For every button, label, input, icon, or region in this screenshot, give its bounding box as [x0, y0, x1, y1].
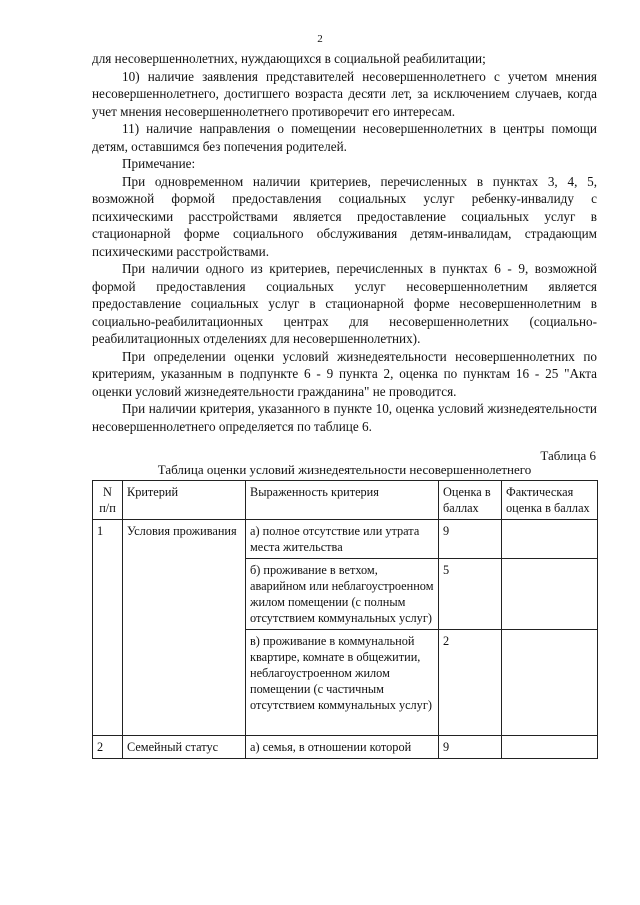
row-expression: б) проживание в ветхом, аварийном или неблагоустроенном жилом помещении (с полным отсутствием коммунальных услуг)	[246, 559, 439, 630]
header-criterion: Критерий	[123, 481, 246, 520]
row-num: 1	[93, 520, 123, 736]
paragraph: для несовершеннолетних, нуждающихся в социальной реабилитации;	[92, 51, 486, 66]
row-actual	[502, 736, 598, 759]
row-num: 2	[93, 736, 123, 759]
row-expression: а) полное отсутствие или утрата места жительства	[246, 520, 439, 559]
row-actual	[502, 559, 598, 630]
row-expression: а) семья, в отношении которой	[246, 736, 439, 759]
row-score: 2	[439, 630, 502, 736]
paragraph: При наличии одного из критериев, перечисленных в пунктах 6 - 9, возможной формой предоставления социальных услуг несовершеннолетним является предоставление социальных услуг в стационарной форме несовершеннолетним в социально-реабилитационных центрах для несовершеннолетних (социально-реабилитационных отделениях для несовершеннолетних).	[92, 261, 597, 346]
row-criterion: Условия проживания	[123, 520, 246, 736]
header-score: Оценка в баллах	[439, 481, 502, 520]
row-score: 9	[439, 520, 502, 559]
table-row	[93, 520, 598, 559]
row-criterion: Семейный статус	[123, 736, 246, 759]
body-text	[92, 50, 597, 435]
paragraph: При одновременном наличии критериев, перечисленных в пунктах 3, 4, 5, возможной формой предоставления социальных услуг ребенку-инвалиду с психическими расстройствами является предоставление социальных услуг в стационарной форме социального обслуживания детям-инвалидам, страдающим психическими расстройствами.	[92, 173, 597, 259]
table-number: Таблица 6	[540, 448, 596, 463]
row-actual	[502, 520, 598, 559]
page-number: 2	[317, 33, 323, 45]
row-score: 9	[439, 736, 502, 759]
assessment-table	[92, 480, 598, 759]
paragraph: 10) наличие заявления представителей несовершеннолетнего с учетом мнения несовершеннолетнего, достигшего возраста десяти лет, за исключением случаев, когда учет мнения несовершеннолетнего противоречит его интересам.	[92, 68, 597, 119]
row-score: 5	[439, 559, 502, 630]
header-actual: Фактическая оценка в баллах	[502, 481, 598, 520]
note-heading: Примечание:	[122, 156, 196, 171]
table-header-row	[93, 481, 598, 520]
header-num: N п/п	[93, 481, 123, 520]
paragraph: При наличии критерия, указанного в пункте 10, оценка условий жизнедеятельности несовершеннолетнего определяется по таблице 6.	[92, 401, 597, 434]
paragraph: При определении оценки условий жизнедеятельности несовершеннолетних по критериям, указанным в подпункте 6 - 9 пункта 2, оценка по пунктам 16 - 25 "Акта оценки условий жизнедеятельности гражданина" не проводится.	[92, 348, 597, 399]
header-expression: Выраженность критерия	[246, 481, 439, 520]
table-row	[93, 736, 598, 759]
table-caption: Таблица оценки условий жизнедеятельности несовершеннолетнего	[157, 462, 532, 477]
paragraph: 11) наличие направления о помещении несовершеннолетних в центры помощи детям, оставшимся без попечения родителей.	[92, 121, 597, 154]
row-expression: в) проживание в коммунальной квартире, комнате в общежитии, неблагоустроенном жилом помещении (с частичным отсутствием коммунальных услуг)	[246, 630, 439, 736]
row-actual	[502, 630, 598, 736]
